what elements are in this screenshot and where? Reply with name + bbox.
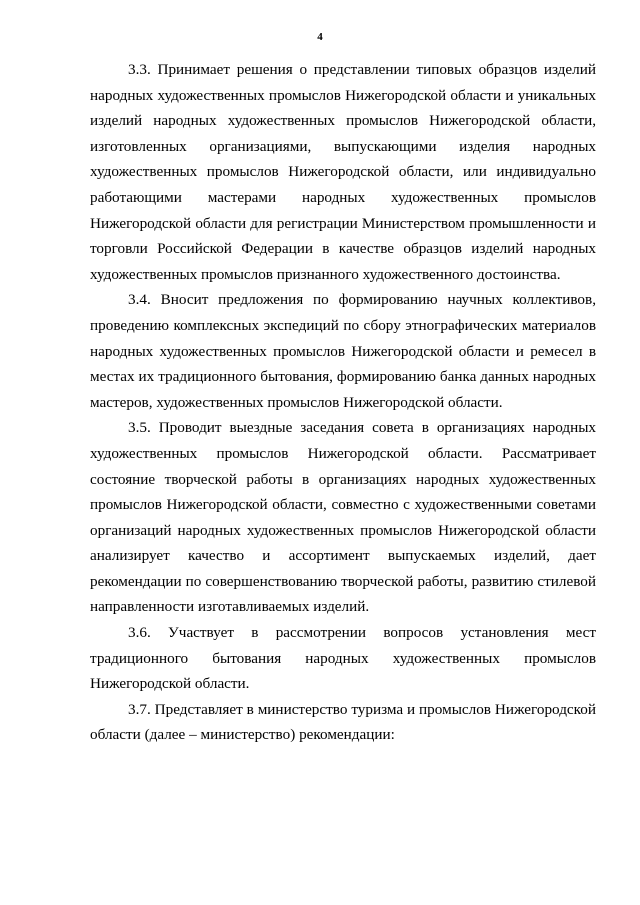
paragraph-3-4: 3.4. Вносит предложения по формированию научных коллективов, проведению комплексных экспедиций по сбору этнографических материалов народных художественных промыслов Нижегородской области и ремесел в местах их традиционного бытования, формированию банка данных народных мастеров, художественных промыслов Нижегородской области. [90, 291, 596, 411]
paragraph-3-5: 3.5. Проводит выездные заседания совета в организациях народных художественных промыслов Нижегородской области. Рассматривает состояние творческой работы в организациях народных художественных промыслов Нижегородской области, совместно с художественными советами организаций народных художественных промыслов Нижегородской области анализирует качество и ассортимент выпускаемых изделий, дает рекомендации по совершенствованию творческой работы, развитию стилевой направленности изготавливаемых изделий. [90, 419, 596, 616]
page-number: 4 [317, 31, 323, 43]
paragraph-3-7: 3.7. Представляет в министерство туризма и промыслов Нижегородской области (далее – министерство) рекомендации: [90, 700, 596, 744]
paragraph-3-6: 3.6. Участвует в рассмотрении вопросов установления мест традиционного бытования народных художественных промыслов Нижегородской области. [90, 624, 596, 693]
paragraph-3-3: 3.3. Принимает решения о представлении типовых образцов изделий народных художественных промыслов Нижегородской области и уникальных изделий народных художественных промыслов Нижегородской области, изготовленных организациями, выпускающими изделия народных художественных промыслов Нижегородской области, или индивидуально работающими мастерами народных художественных промыслов Нижегородской области для регистрации Министерством промышленности и торговли Российской Федерации в качестве образцов изделий народных художественных промыслов признанного художественного достоинства. [90, 61, 596, 283]
document-body [90, 57, 596, 748]
